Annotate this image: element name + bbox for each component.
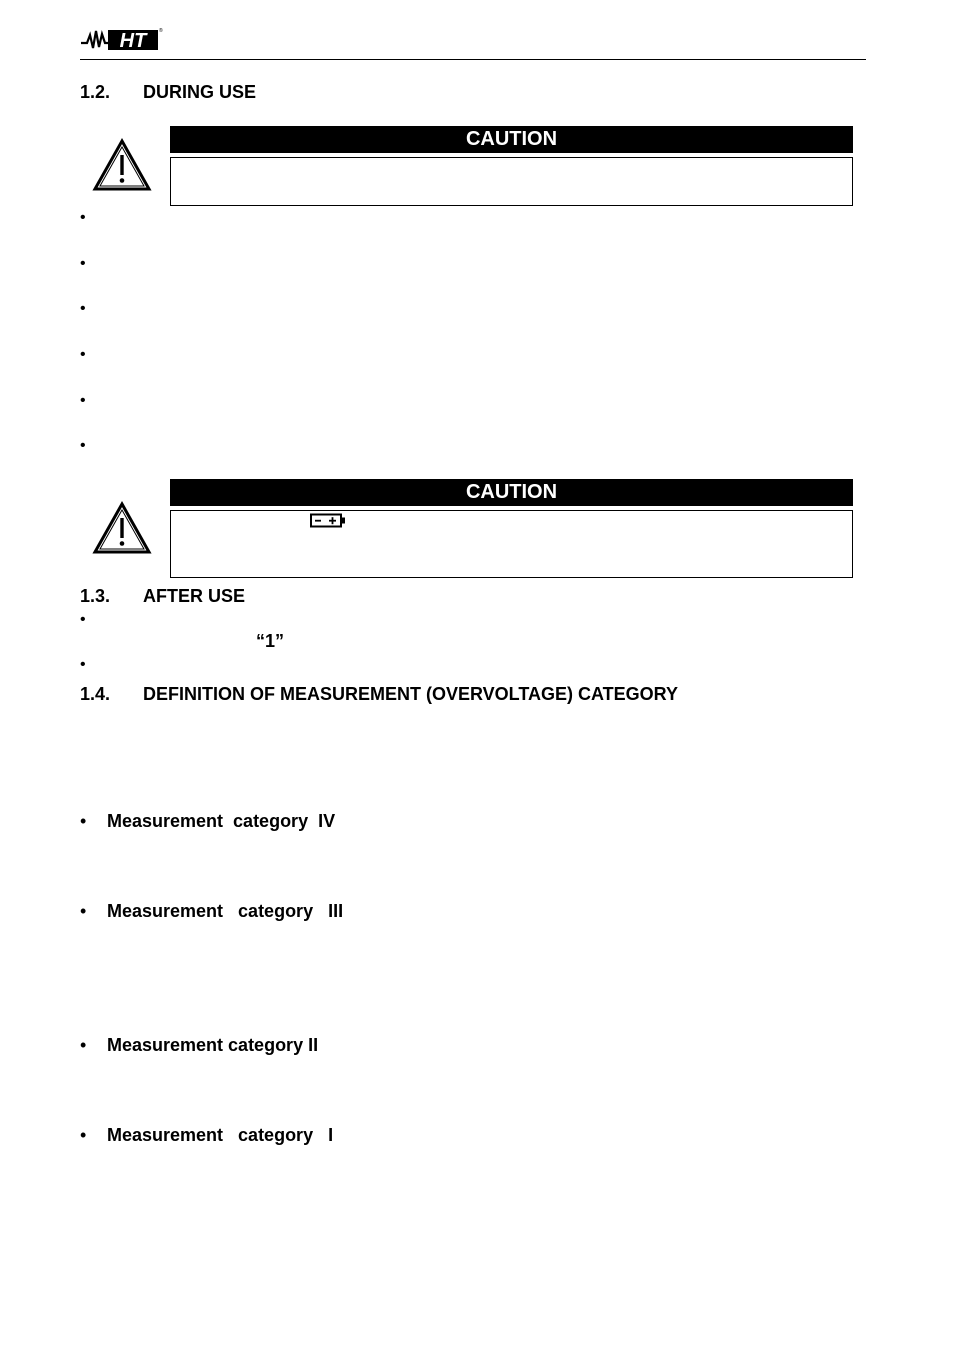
bullet-3: • [80,300,86,317]
category-item-i [80,1125,333,1145]
warning-triangle-icon [92,138,152,192]
section-title: DURING USE [143,82,257,102]
category-item-iii [80,901,343,921]
section-title: AFTER USE [143,586,246,606]
category-item-ii [80,1035,318,1055]
category-label: Measurement category III [107,901,344,921]
category-label: Measurement category IV [107,811,336,831]
caution-box [170,510,853,578]
bullet: • [80,901,87,921]
bullet: • [80,1035,87,1055]
bullet-2: • [80,255,86,272]
bullet-6: • [80,437,86,454]
category-label: Measurement category II [107,1035,319,1055]
bullet-after-2: • [80,656,86,673]
header-rule [80,59,866,60]
bullet-1: • [80,209,86,226]
caution-bar: CAUTION [170,479,853,506]
section-heading-during-use [80,82,256,102]
ht-logo [80,26,162,52]
section-heading-definition [80,684,678,704]
ht-logo-icon [80,26,162,52]
logo-text: HT [119,30,147,52]
section-number: 1.4. [80,684,111,704]
bullet-after-1: • [80,611,86,628]
section-heading-after-use [80,586,245,606]
section-number: 1.3. [80,586,111,606]
quoted-value: “1” [256,631,285,651]
section-number: 1.2. [80,82,111,102]
caution-bar: CAUTION [170,126,853,153]
bullet: • [80,1125,87,1145]
category-label: Measurement category I [107,1125,334,1145]
logo-registered-mark: ® [159,28,163,34]
bullet: • [80,811,87,831]
warning-triangle-icon [92,501,152,555]
caution-box [170,157,853,206]
bullet-5: • [80,392,86,409]
section-title: DEFINITION OF MEASUREMENT (OVERVOLTAGE) CATEGORY [143,684,679,704]
category-item-iv [80,811,335,831]
low-battery-icon [310,513,346,528]
bullet-4: • [80,346,86,363]
